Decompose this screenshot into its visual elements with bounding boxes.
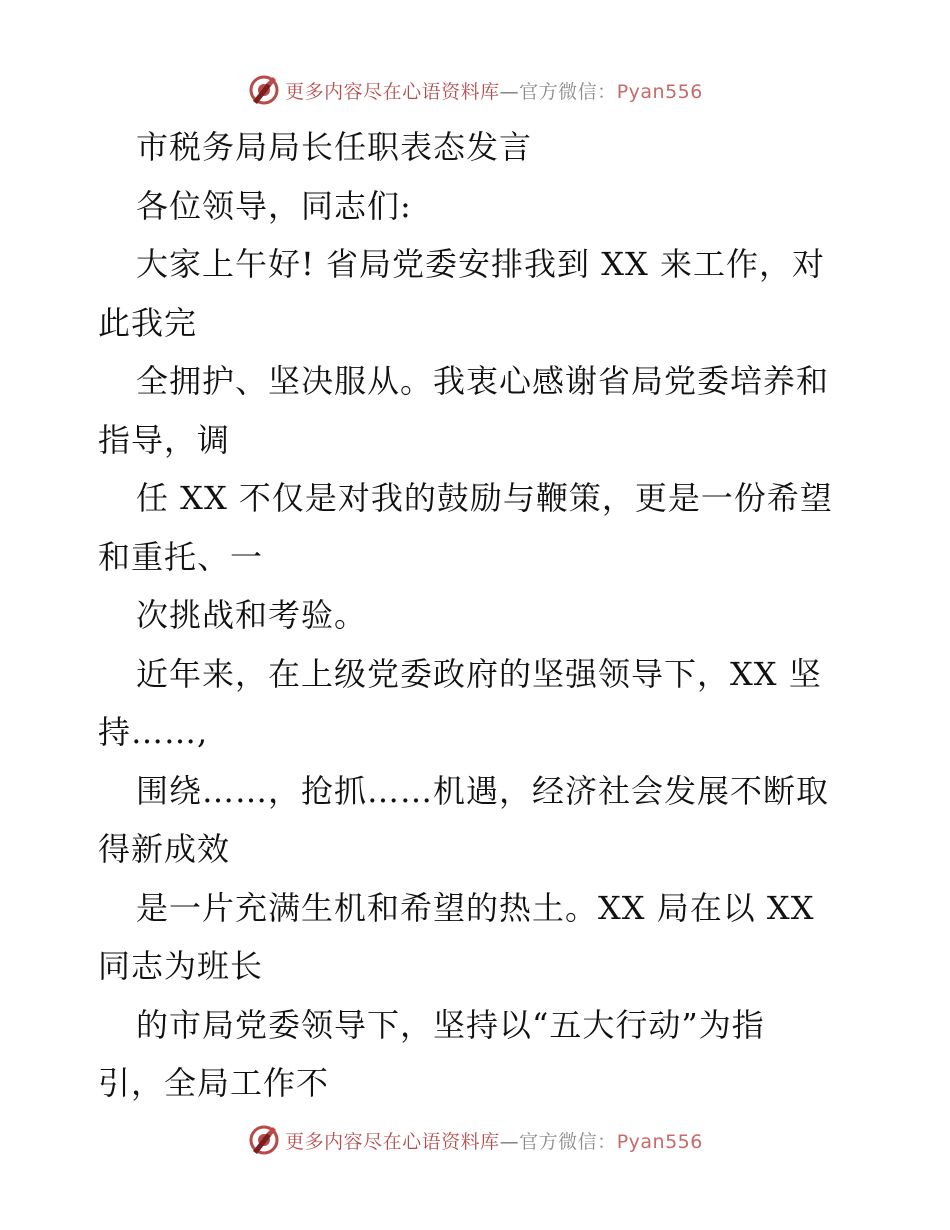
banner-main-text: 更多内容尽在心语资料库 <box>285 1130 500 1153</box>
document-body <box>98 118 858 1113</box>
banner-text <box>285 77 703 104</box>
text-line: 得新成效 <box>98 830 231 868</box>
salutation: 各位领导，同志们: <box>136 186 412 225</box>
banner-wechat-id: Pyan556 <box>616 1130 703 1153</box>
pen-logo-icon <box>247 73 281 107</box>
text-line: 是一片充满生机和希望的热土。XX 局在以 XX <box>136 888 815 927</box>
text-line: 和重托、一 <box>98 537 264 576</box>
text-line: 次挑战和考验。 <box>136 596 368 634</box>
banner-text <box>285 1127 703 1154</box>
text-line: 大家上午好! 省局党委安排我到 XX 来工作，对 <box>136 245 825 283</box>
header-banner <box>0 70 950 110</box>
text-line: 任 XX 不仅是对我的鼓励与鞭策，更是一份希望 <box>136 479 833 517</box>
text-line: 全拥护、坚决服从。我衷心感谢省局党委培养和 <box>136 362 830 400</box>
banner-dash: — <box>499 1130 520 1153</box>
text-line: 指导，调 <box>98 420 231 459</box>
banner-wechat-id: Pyan556 <box>616 80 703 103</box>
text-line: 的市局党委领导下，坚持以“五大行动”为指 <box>136 1005 765 1044</box>
text-line: 围绕……，抢抓……机遇，经济社会发展不断取 <box>136 771 830 810</box>
banner-official-label: 官方微信： <box>519 80 617 103</box>
text-line: 引，全局工作不 <box>98 1064 330 1102</box>
text-line: 此我完 <box>98 303 198 342</box>
banner-main-text: 更多内容尽在心语资料库 <box>285 80 500 103</box>
pen-logo-icon <box>247 1123 281 1157</box>
text-line: 近年来，在上级党委政府的坚强领导下，XX 坚 <box>136 654 822 693</box>
text-line: 持……, <box>98 713 209 751</box>
banner-official-label: 官方微信： <box>519 1130 617 1153</box>
banner-dash: — <box>499 80 520 103</box>
text-line: 同志为班长 <box>98 947 264 985</box>
document-title: 市税务局局长任职表态发言 <box>136 128 533 166</box>
footer-banner <box>0 1120 950 1160</box>
